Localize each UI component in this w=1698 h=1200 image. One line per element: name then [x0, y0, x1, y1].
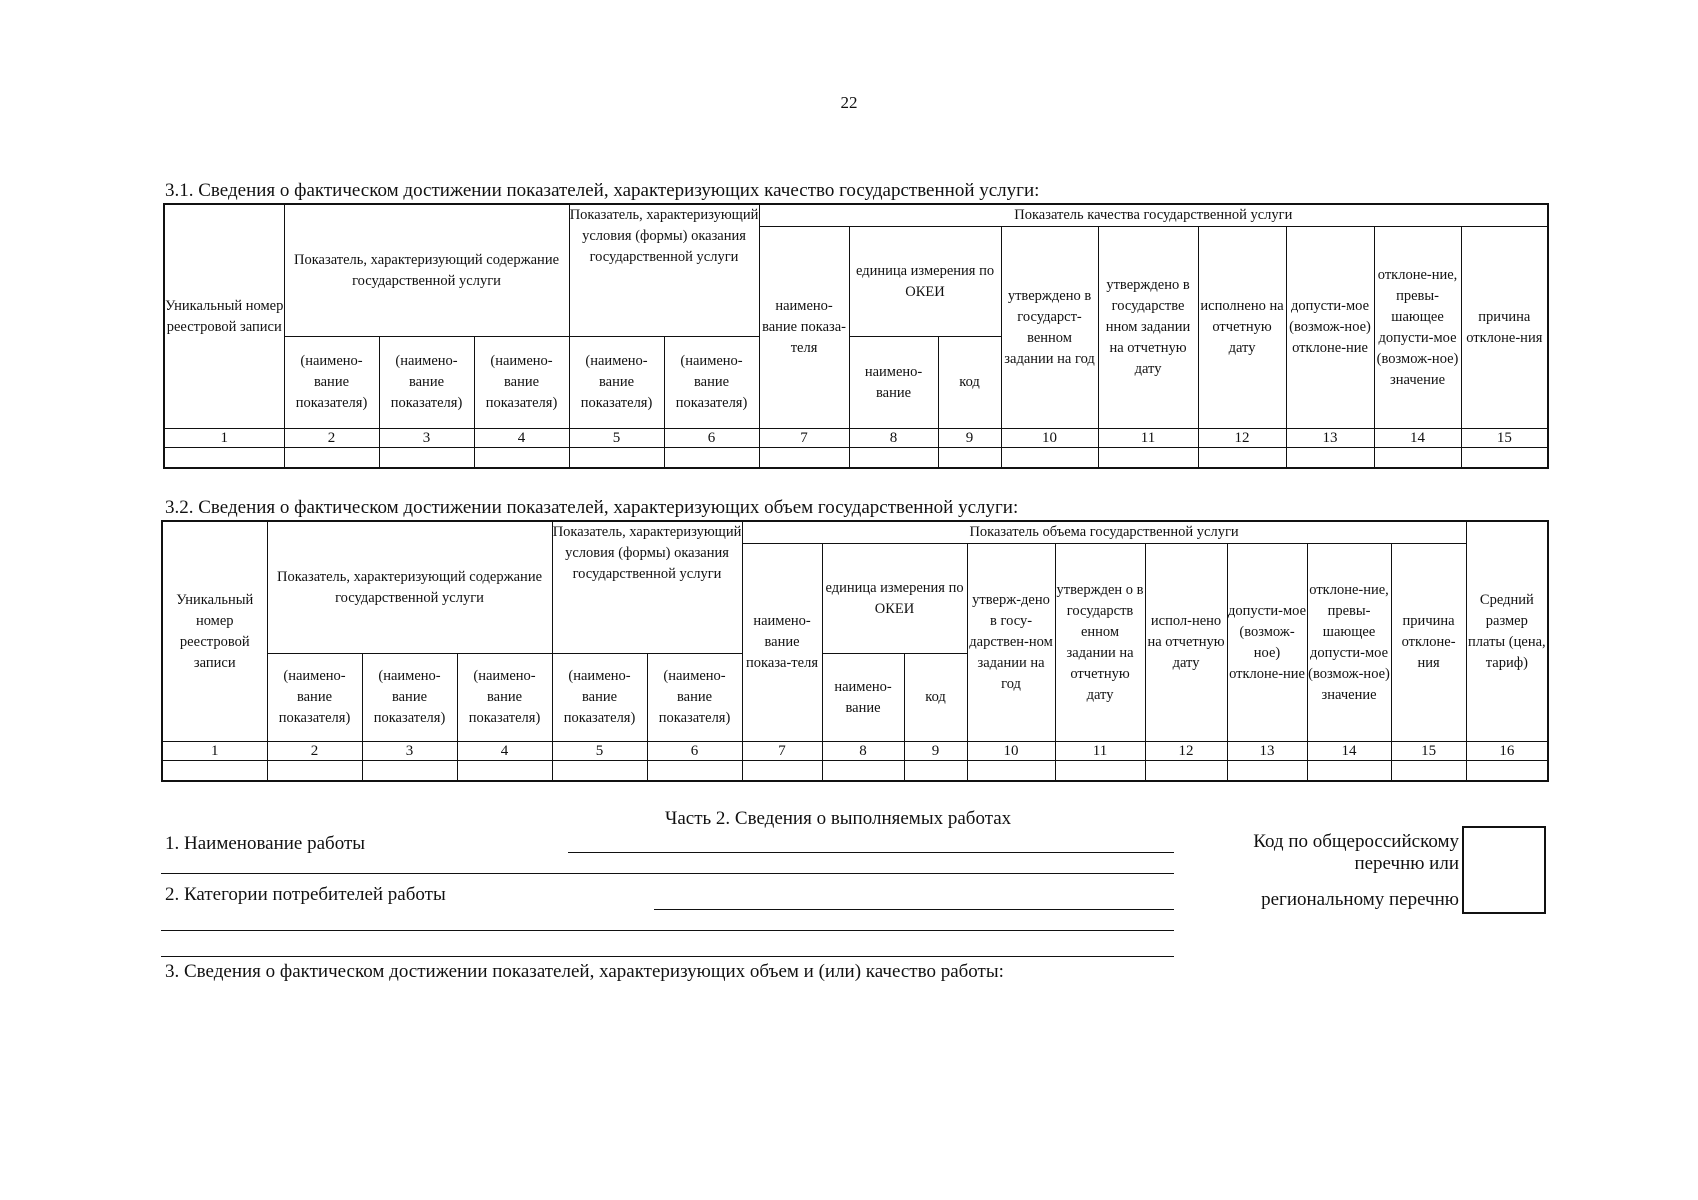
column-number: 2 — [267, 742, 362, 761]
col-indicator-name: наимено-вание показа-теля — [742, 544, 822, 742]
empty-cell[interactable] — [1286, 448, 1374, 468]
part2-title: Часть 2. Сведения о выполняемых работах — [665, 808, 1012, 829]
column-number: 3 — [362, 742, 457, 761]
col-unit-code: код — [938, 337, 1001, 429]
page-number: 22 — [840, 93, 858, 112]
empty-cell[interactable] — [967, 761, 1055, 781]
column-number: 15 — [1391, 742, 1466, 761]
sub-indicator-name: (наимено-вание показателя) — [267, 654, 362, 742]
consumers-field-line2[interactable] — [161, 930, 1174, 931]
sub-indicator-name: (наимено-вание показателя) — [284, 337, 379, 429]
empty-cell[interactable] — [1461, 448, 1548, 468]
column-number: 14 — [1374, 429, 1461, 448]
col-done: исполнено на отчетную дату — [1198, 227, 1286, 429]
empty-cell[interactable] — [362, 761, 457, 781]
empty-cell[interactable] — [938, 448, 1001, 468]
column-number: 7 — [759, 429, 849, 448]
empty-cell[interactable] — [164, 448, 284, 468]
col-average-fee: Средний размер платы (цена, тариф) — [1466, 521, 1548, 742]
col-unit-okei: единица измерения по ОКЕИ — [822, 544, 967, 654]
column-number: 11 — [1055, 742, 1145, 761]
empty-cell[interactable] — [1055, 761, 1145, 781]
column-number: 2 — [284, 429, 379, 448]
column-number: 12 — [1198, 429, 1286, 448]
table-row — [162, 761, 1548, 781]
section-3-1-title: 3.1. Сведения о фактическом достижении показателей, характеризующих качество государственной услуги: — [165, 180, 1040, 201]
sub-indicator-name: (наимено-вание показателя) — [379, 337, 474, 429]
column-number: 13 — [1227, 742, 1307, 761]
col-unit-name: наимено-вание — [849, 337, 938, 429]
column-number: 9 — [904, 742, 967, 761]
empty-cell[interactable] — [759, 448, 849, 468]
sub-indicator-name: (наимено-вание показателя) — [362, 654, 457, 742]
column-number: 11 — [1098, 429, 1198, 448]
col-unit-code: код — [904, 654, 967, 742]
empty-cell[interactable] — [1466, 761, 1548, 781]
quality-indicators-table — [163, 203, 1549, 469]
sub-indicator-name: (наимено-вание показателя) — [647, 654, 742, 742]
empty-cell[interactable] — [664, 448, 759, 468]
table-row — [164, 448, 1548, 468]
empty-cell[interactable] — [457, 761, 552, 781]
column-number: 10 — [967, 742, 1055, 761]
empty-cell[interactable] — [267, 761, 362, 781]
column-number: 1 — [162, 742, 267, 761]
sub-indicator-name: (наимено-вание показателя) — [552, 654, 647, 742]
col-quality-group: Показатель качества государственной услуги — [759, 204, 1548, 227]
column-number: 15 — [1461, 429, 1548, 448]
col-volume-group: Показатель объема государственной услуги — [742, 521, 1466, 544]
column-number: 4 — [474, 429, 569, 448]
empty-cell[interactable] — [742, 761, 822, 781]
sub-indicator-name: (наимено-вание показателя) — [474, 337, 569, 429]
column-number: 8 — [849, 429, 938, 448]
empty-cell[interactable] — [904, 761, 967, 781]
column-number: 4 — [457, 742, 552, 761]
section-3-work-title: 3. Сведения о фактическом достижении показателей, характеризующих объем и (или) качество работы: — [165, 961, 1004, 982]
empty-cell[interactable] — [822, 761, 904, 781]
column-number: 13 — [1286, 429, 1374, 448]
col-approved-year: утверж-дено в госу-дарствен-ном задании на год — [967, 544, 1055, 742]
empty-cell[interactable] — [1098, 448, 1198, 468]
col-deviation-reason: причина отклоне-ния — [1391, 544, 1466, 742]
empty-cell[interactable] — [284, 448, 379, 468]
section-3-2-title: 3.2. Сведения о фактическом достижении показателей, характеризующих объем государственной услуги: — [165, 497, 1019, 518]
sub-indicator-name: (наимено-вание показателя) — [664, 337, 759, 429]
col-content-indicator: Показатель, характеризующий содержание государственной услуги — [284, 204, 569, 337]
work-name-label: 1. Наименование работы — [165, 833, 366, 854]
col-unique-number: Уникальный номер реестровой записи — [164, 204, 284, 429]
col-approved-date: утвержден о в государств енном задании на отчетную дату — [1055, 544, 1145, 742]
column-number: 7 — [742, 742, 822, 761]
code-label-line1: Код по общероссийскому — [1253, 831, 1459, 852]
column-number: 6 — [664, 429, 759, 448]
column-number: 3 — [379, 429, 474, 448]
column-number: 9 — [938, 429, 1001, 448]
empty-cell[interactable] — [474, 448, 569, 468]
empty-cell[interactable] — [1001, 448, 1098, 468]
volume-indicators-table — [161, 520, 1549, 782]
empty-cell[interactable] — [1391, 761, 1466, 781]
col-approved-date: утверждено в государстве нном задании на отчетную дату — [1098, 227, 1198, 429]
consumers-field-line3[interactable] — [161, 956, 1174, 957]
column-number: 14 — [1307, 742, 1391, 761]
col-unique-number: Уникальный номер реестровой записи — [162, 521, 267, 742]
column-number: 6 — [647, 742, 742, 761]
column-number: 5 — [569, 429, 664, 448]
column-number: 5 — [552, 742, 647, 761]
column-number: 1 — [164, 429, 284, 448]
col-conditions-indicator: Показатель, характеризующий условия (формы) оказания государственной услуги — [552, 521, 742, 654]
col-unit-name: наимено-вание — [822, 654, 904, 742]
sub-indicator-name: (наимено-вание показателя) — [457, 654, 552, 742]
empty-cell[interactable] — [1198, 448, 1286, 468]
empty-cell[interactable] — [1227, 761, 1307, 781]
code-box[interactable] — [1462, 826, 1546, 914]
empty-cell[interactable] — [1307, 761, 1391, 781]
empty-cell[interactable] — [1374, 448, 1461, 468]
column-number: 12 — [1145, 742, 1227, 761]
work-name-field-line2[interactable] — [161, 873, 1174, 874]
column-number: 8 — [822, 742, 904, 761]
empty-cell[interactable] — [849, 448, 938, 468]
col-indicator-name: наимено-вание показа-теля — [759, 227, 849, 429]
sub-indicator-name: (наимено-вание показателя) — [569, 337, 664, 429]
empty-cell[interactable] — [162, 761, 267, 781]
column-number: 16 — [1466, 742, 1548, 761]
consumers-field[interactable] — [654, 909, 1174, 910]
empty-cell[interactable] — [379, 448, 474, 468]
col-allowed-deviation: допусти-мое (возмож-ное) отклоне-ние — [1227, 544, 1307, 742]
empty-cell[interactable] — [1145, 761, 1227, 781]
col-exceeding-deviation: отклоне-ние, превы-шающее допусти-мое (возмож-ное) значение — [1374, 227, 1461, 429]
col-conditions-indicator: Показатель, характеризующий условия (формы) оказания государственной услуги — [569, 204, 759, 337]
code-label-line2: перечню или — [1354, 853, 1459, 874]
col-done: испол-нено на отчетную дату — [1145, 544, 1227, 742]
col-exceeding-deviation: отклоне-ние, превы-шающее допусти-мое (возмож-ное) значение — [1307, 544, 1391, 742]
empty-cell[interactable] — [569, 448, 664, 468]
col-allowed-deviation: допусти-мое (возмож-ное) отклоне-ние — [1286, 227, 1374, 429]
empty-cell[interactable] — [552, 761, 647, 781]
consumers-label: 2. Категории потребителей работы — [165, 884, 446, 905]
col-content-indicator: Показатель, характеризующий содержание государственной услуги — [267, 521, 552, 654]
col-unit-okei: единица измерения по ОКЕИ — [849, 227, 1001, 337]
empty-cell[interactable] — [647, 761, 742, 781]
code-label-line3: региональному перечню — [1261, 889, 1459, 910]
column-number: 10 — [1001, 429, 1098, 448]
work-name-field[interactable] — [568, 852, 1174, 853]
col-approved-year: утверждено в государст-венном задании на год — [1001, 227, 1098, 429]
col-deviation-reason: причина отклоне-ния — [1461, 227, 1548, 429]
